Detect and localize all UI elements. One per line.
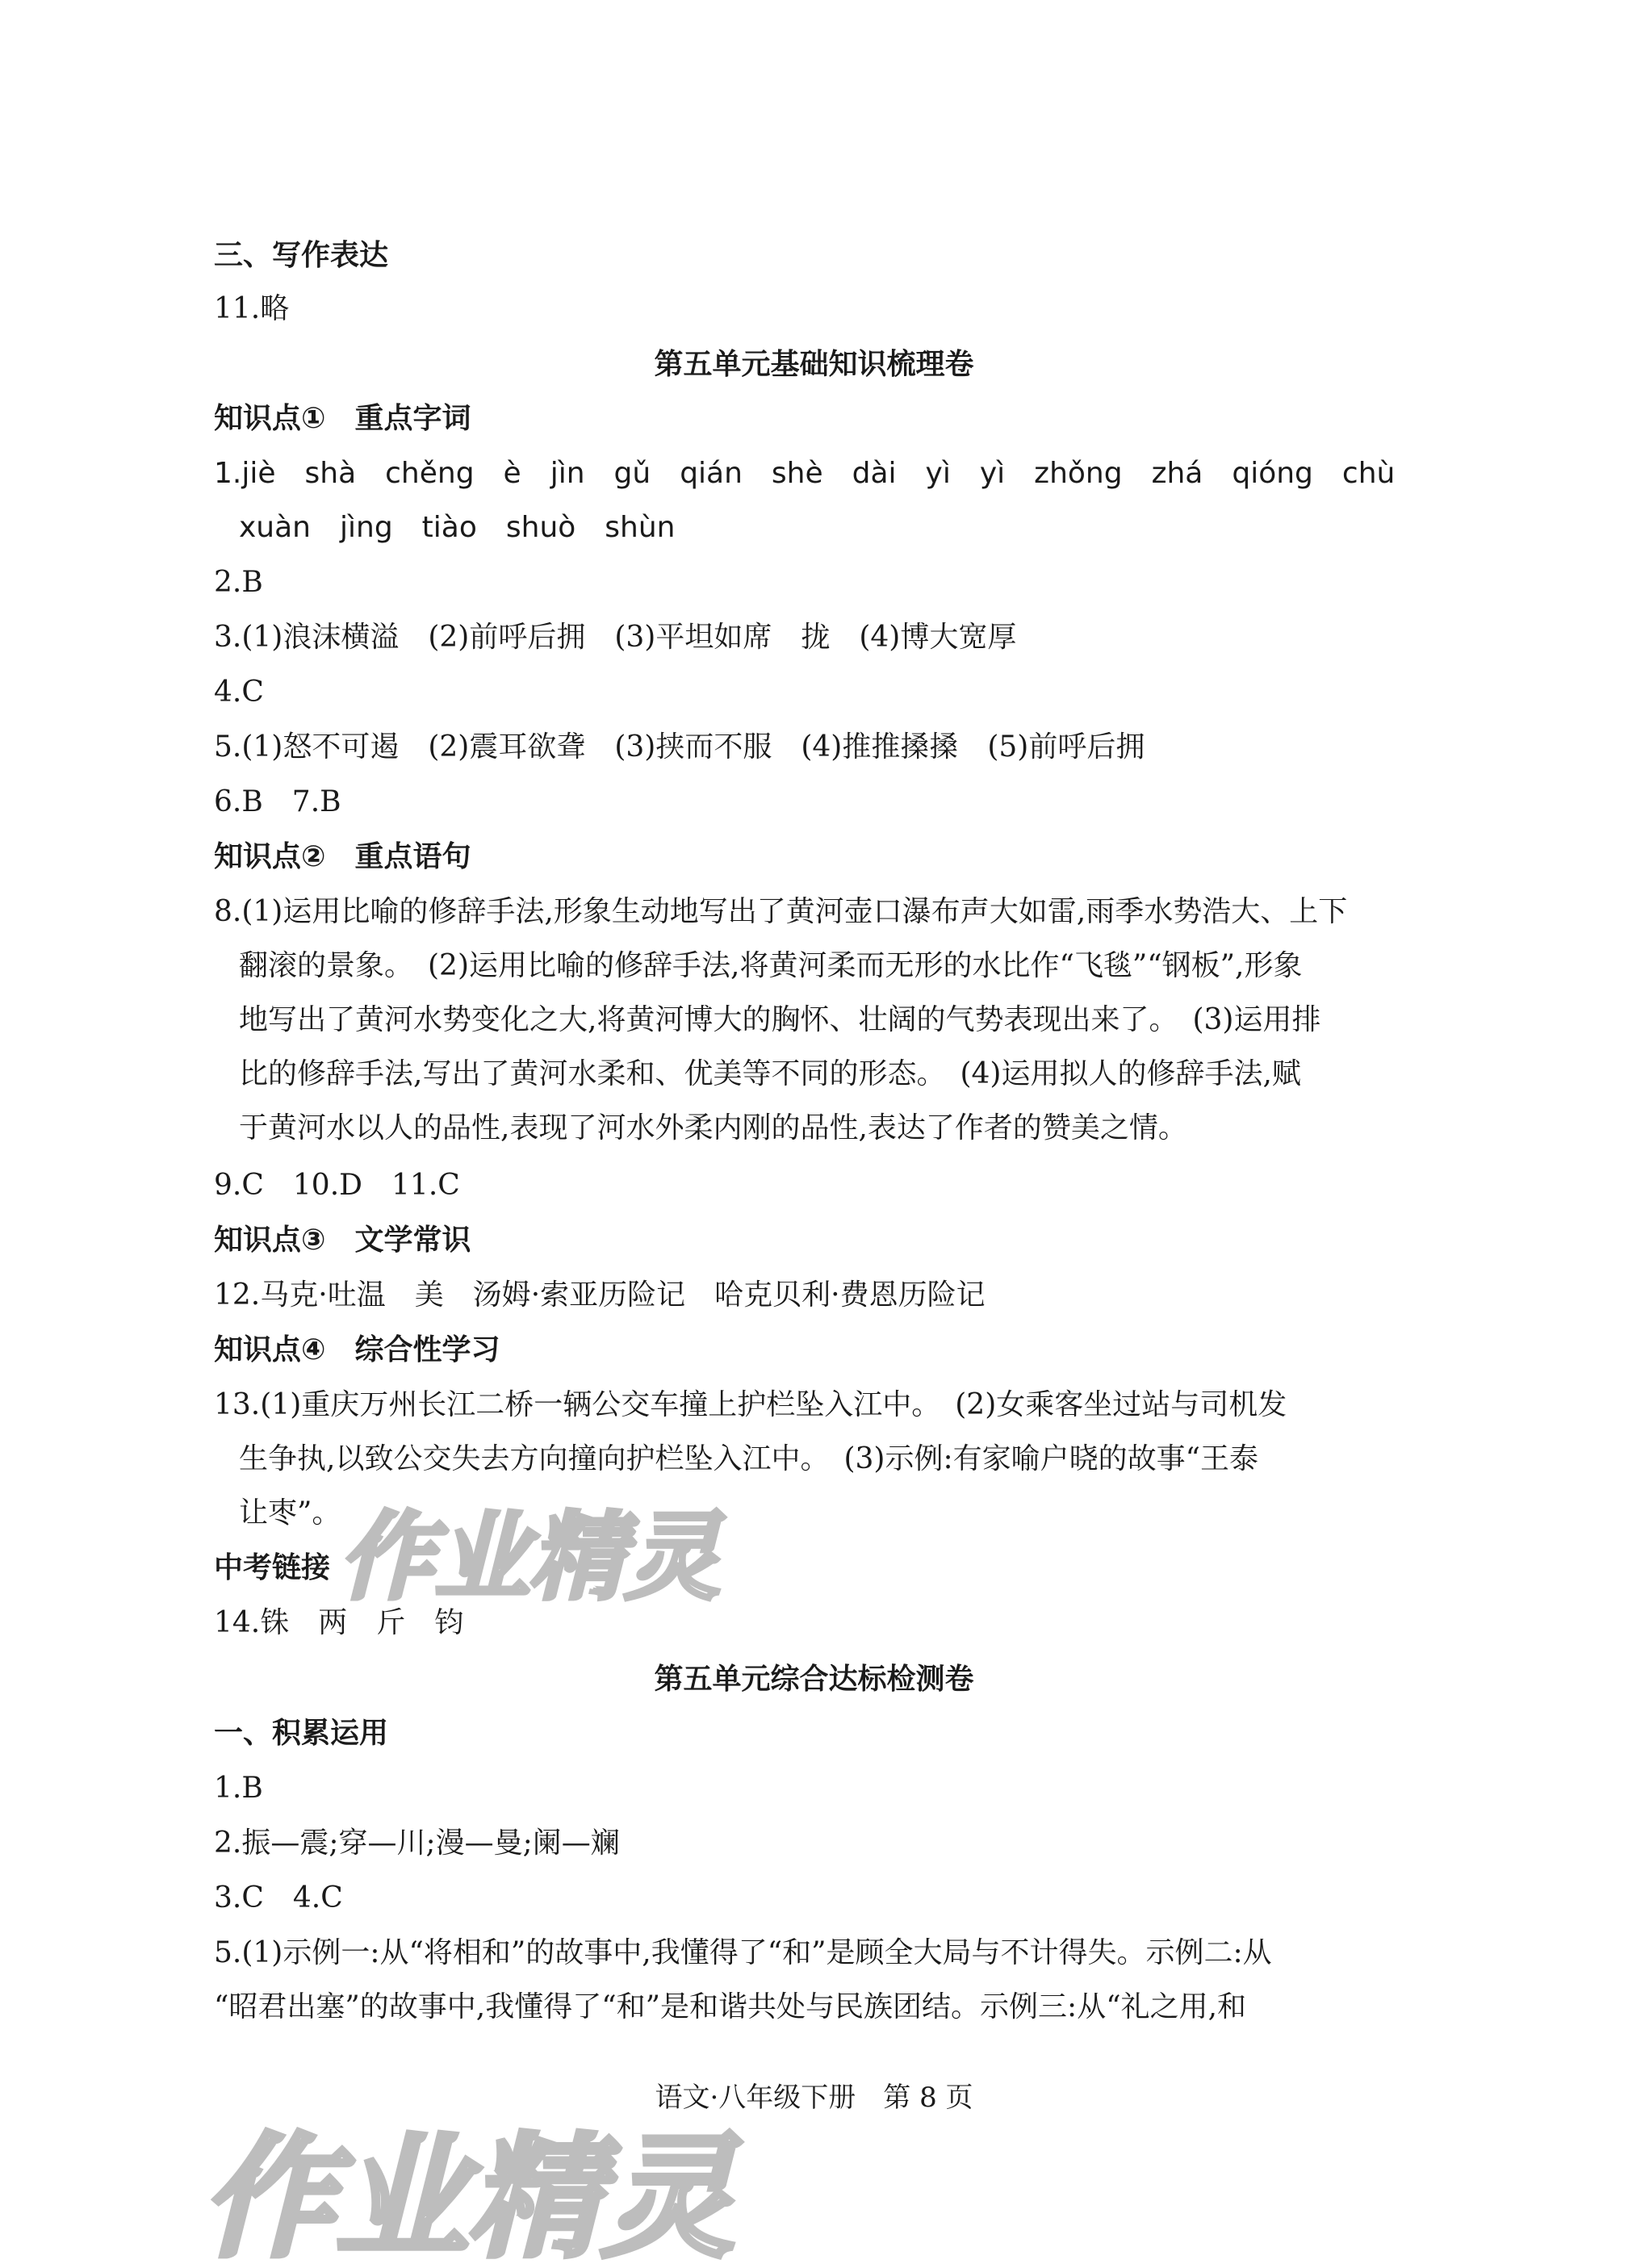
answer-q9-q11: 9.C 10.D 11.C bbox=[214, 1169, 460, 1202]
answer-q8-line1: 8.(1)运用比喻的修辞手法,形象生动地写出了黄河壶口瀑布声大如雷,雨季水势浩大、上下 bbox=[214, 895, 1348, 928]
knowledge-point-4: 知识点④ 综合性学习 bbox=[214, 1333, 500, 1366]
watermark-text: 作业精灵 bbox=[339, 1501, 721, 1613]
answer-q13-line2: 生争执,以致公交失去方向撞向护栏坠入江中。 (3)示例:有家喻户晓的故事“王泰 bbox=[239, 1442, 1258, 1475]
page-footer: 语文·八年级下册 第 8 页 bbox=[655, 2082, 973, 2114]
watermark-text-bottom: 作业精灵 bbox=[202, 2120, 734, 2268]
answer-q2: 2.B bbox=[214, 566, 263, 599]
knowledge-point-2: 知识点② 重点语句 bbox=[214, 840, 471, 873]
section-heading-accumulation: 一、积累运用 bbox=[214, 1717, 389, 1750]
unit-test-title: 第五单元综合达标检测卷 bbox=[654, 1663, 974, 1696]
knowledge-point-1: 知识点① 重点字词 bbox=[214, 402, 471, 435]
knowledge-point-3: 知识点③ 文学常识 bbox=[214, 1224, 471, 1257]
section-heading-writing: 三、写作表达 bbox=[214, 239, 389, 272]
watermark-logo bbox=[339, 1493, 721, 1614]
answer-q8-line4: 比的修辞手法,写出了黄河水柔和、优美等不同的形态。 (4)运用拟人的修辞手法,赋 bbox=[239, 1057, 1301, 1090]
answer-q3: 3.(1)浪沫横溢 (2)前呼后拥 (3)平坦如席 拢 (4)博大宽厚 bbox=[214, 621, 1017, 654]
answer-q12: 12.马克·吐温 美 汤姆·索亚历险记 哈克贝利·费恩历险记 bbox=[214, 1278, 986, 1312]
zhongkao-link-heading: 中考链接 bbox=[214, 1551, 331, 1584]
answer-q8-line3: 地写出了黄河水势变化之大,将黄河博大的胸怀、壮阔的气势表现出来了。 (3)运用排 bbox=[239, 1003, 1321, 1036]
test-answer-2: 2.振—震;穿—川;漫—曼;阑—斓 bbox=[214, 1827, 620, 1860]
answer-q1-pinyin: 1.jiè shà chěng è jìn gǔ qián shè dài yì yì zhǒng zhá qióng chù bbox=[214, 457, 1396, 490]
answer-q11: 11.略 bbox=[214, 292, 290, 325]
test-answer-1: 1.B bbox=[214, 1772, 263, 1805]
answer-q13-line1: 13.(1)重庆万州长江二桥一辆公交车撞上护栏坠入江中。 (2)女乘客坐过站与司机发 bbox=[214, 1388, 1287, 1421]
unit-basic-title: 第五单元基础知识梳理卷 bbox=[654, 348, 974, 381]
answer-q4: 4.C bbox=[214, 676, 264, 709]
test-answer-5-line2: “昭君出塞”的故事中,我懂得了“和”是和谐共处与民族团结。示例三:从“礼之用,和 bbox=[214, 1990, 1247, 2023]
answer-q13-line3: 让枣”。 bbox=[239, 1496, 341, 1529]
test-answer-5-line1: 5.(1)示例一:从“将相和”的故事中,我懂得了“和”是顾全大局与不计得失。示例二:从 bbox=[214, 1936, 1272, 1969]
answer-q8-line2: 翻滚的景象。 (2)运用比喻的修辞手法,将黄河柔而无形的水比作“飞毯”“钢板”,形象 bbox=[239, 949, 1303, 982]
answer-q6-q7: 6.B 7.B bbox=[214, 785, 341, 818]
watermark-logo-bottom bbox=[202, 2115, 734, 2268]
answer-q1-pinyin-cont: xuàn jìng tiào shuò shùn bbox=[239, 511, 676, 544]
answer-q14: 14.铢 两 斤 钧 bbox=[214, 1606, 464, 1639]
test-answer-3-4: 3.C 4.C bbox=[214, 1881, 343, 1914]
answer-q5: 5.(1)怒不可遏 (2)震耳欲聋 (3)挟而不服 (4)推推搡搡 (5)前呼后拥 bbox=[214, 730, 1145, 764]
answer-q8-line5: 于黄河水以人的品性,表现了河水外柔内刚的品性,表达了作者的赞美之情。 bbox=[239, 1111, 1187, 1144]
